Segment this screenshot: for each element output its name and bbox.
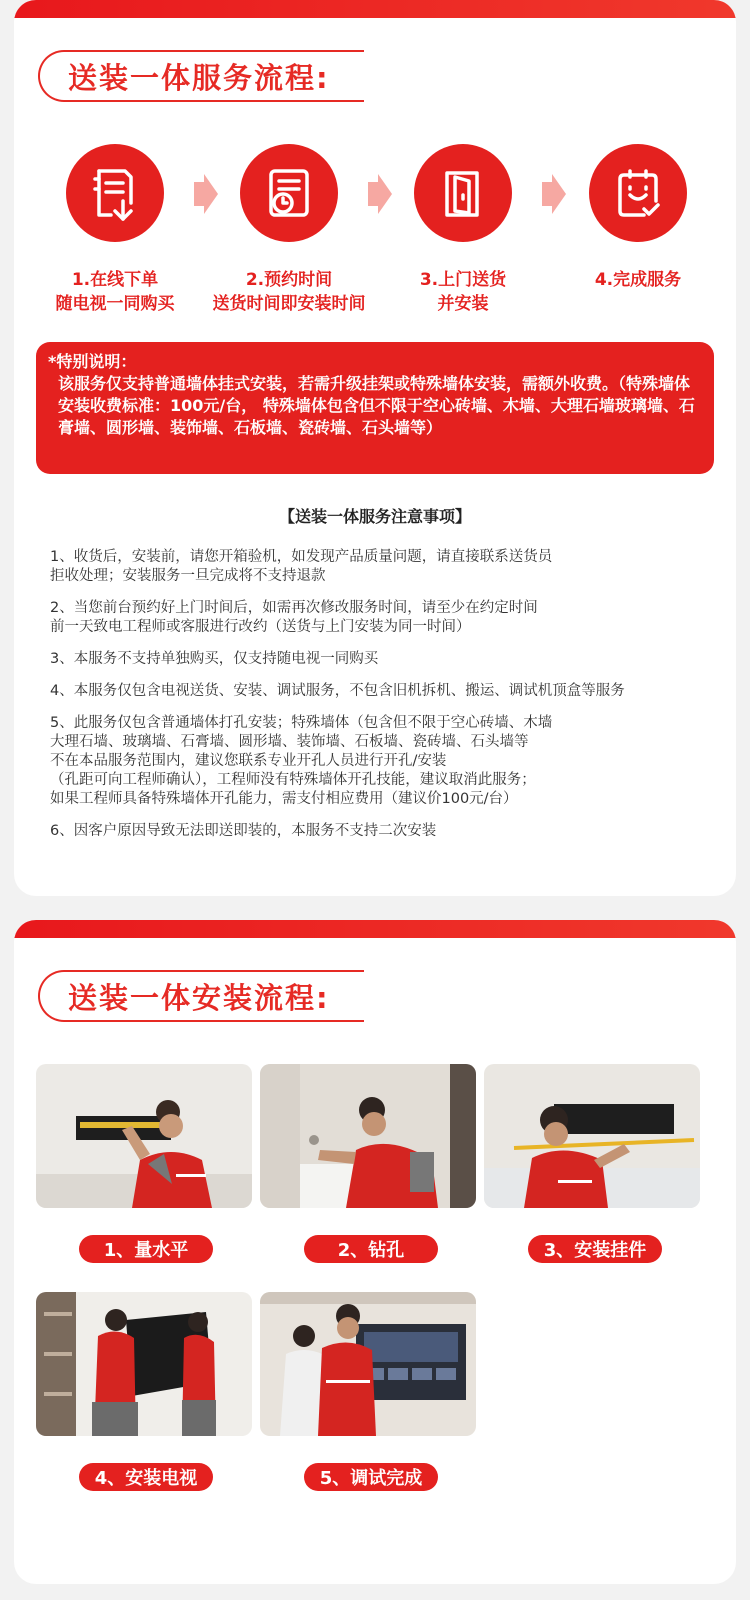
note-item: 2、当您前台预约好上门时间后，如需再次修改服务时间，请至少在约定时间 前一天致电工程师或客服进行改约（送货与上门安装为同一时间） (50, 600, 538, 635)
step-1-label: 1.在线下单 随电视一同购买 (55, 270, 175, 314)
install-process-title: 送装一体安装流程: (68, 980, 330, 1015)
special-notice (36, 342, 714, 474)
measure-level-photo (36, 1064, 252, 1208)
step-arrow-icon (368, 174, 392, 214)
install-step-2-label: 2、钻孔 (304, 1235, 438, 1263)
service-process-heading (38, 50, 364, 102)
install-tv-photo (36, 1292, 252, 1436)
debug-complete-photo (260, 1292, 476, 1436)
service-process-title: 送装一体服务流程: (68, 60, 330, 95)
schedule-icon (240, 144, 338, 242)
mount-bracket-photo (484, 1064, 700, 1208)
install-step-1-label: 1、量水平 (79, 1235, 213, 1263)
special-notice-body: 该服务仅支持普通墙体挂式安装，若需升级挂架或特殊墙体安装，需额外收费。（特殊墙体安装收费标准：100元/台， 特殊墙体包含但不限于空心砖墙、木墙、大理石墙玻璃墙、石膏墙、圆形墙、装饰墙、石板墙、瓷砖墙、石头墙等） (58, 374, 695, 437)
step-2-label: 2.预约时间 送货时间即安装时间 (212, 270, 366, 314)
card-top-bar (14, 0, 736, 18)
note-item: 1、收货后，安装前，请您开箱验机，如发现产品质量问题，请直接联系送货员 拒收处理；安装服务一旦完成将不支持退款 (50, 549, 553, 584)
note-item: 6、因客户原因导致无法即送即装的，本服务不支持二次安装 (50, 823, 437, 839)
order-icon (66, 144, 164, 242)
install-step-4-label: 4、安装电视 (79, 1463, 213, 1491)
step-4-label: 4.完成服务 (594, 270, 682, 290)
notes-list (50, 548, 710, 854)
drilling-photo (260, 1064, 476, 1208)
note-item: 4、本服务仅包含电视送货、安装、调试服务，不包含旧机拆机、搬运、调试机顶盒等服务 (50, 683, 625, 699)
service-steps (14, 144, 736, 324)
card-top-bar (14, 920, 736, 938)
note-item: 5、此服务仅包含普通墙体打孔安装；特殊墙体（包含但不限于空心砖墙、木墙 大理石墙、玻璃墙、石膏墙、圆形墙、装饰墙、石板墙、瓷砖墙、石头墙等 不在本品服务范围内，建议您联系专业开孔人员进行开孔/安装 （孔距可向工程师确认），工程师没有特殊墙体开孔技能，建议取消此服务； 如果工程师具备特殊墙体开孔能力，需支付相应费用（建议价100元/台） (50, 715, 553, 807)
door-icon (414, 144, 512, 242)
note-item: 3、本服务不支持单独购买，仅支持随电视一同购买 (50, 651, 379, 667)
install-process-heading (38, 970, 364, 1022)
step-arrow-icon (542, 174, 566, 214)
notes-title: 【送装一体服务注意事项】 (278, 507, 471, 526)
install-step-5-label: 5、调试完成 (304, 1463, 438, 1491)
step-3-label: 3.上门送货 并安装 (419, 270, 507, 314)
step-arrow-icon (194, 174, 218, 214)
service-process-card (14, 0, 736, 896)
install-process-card (14, 920, 736, 1584)
smile-check-icon (589, 144, 687, 242)
install-step-3-label: 3、安装挂件 (528, 1235, 662, 1263)
special-notice-heading: *特别说明： (48, 352, 137, 371)
